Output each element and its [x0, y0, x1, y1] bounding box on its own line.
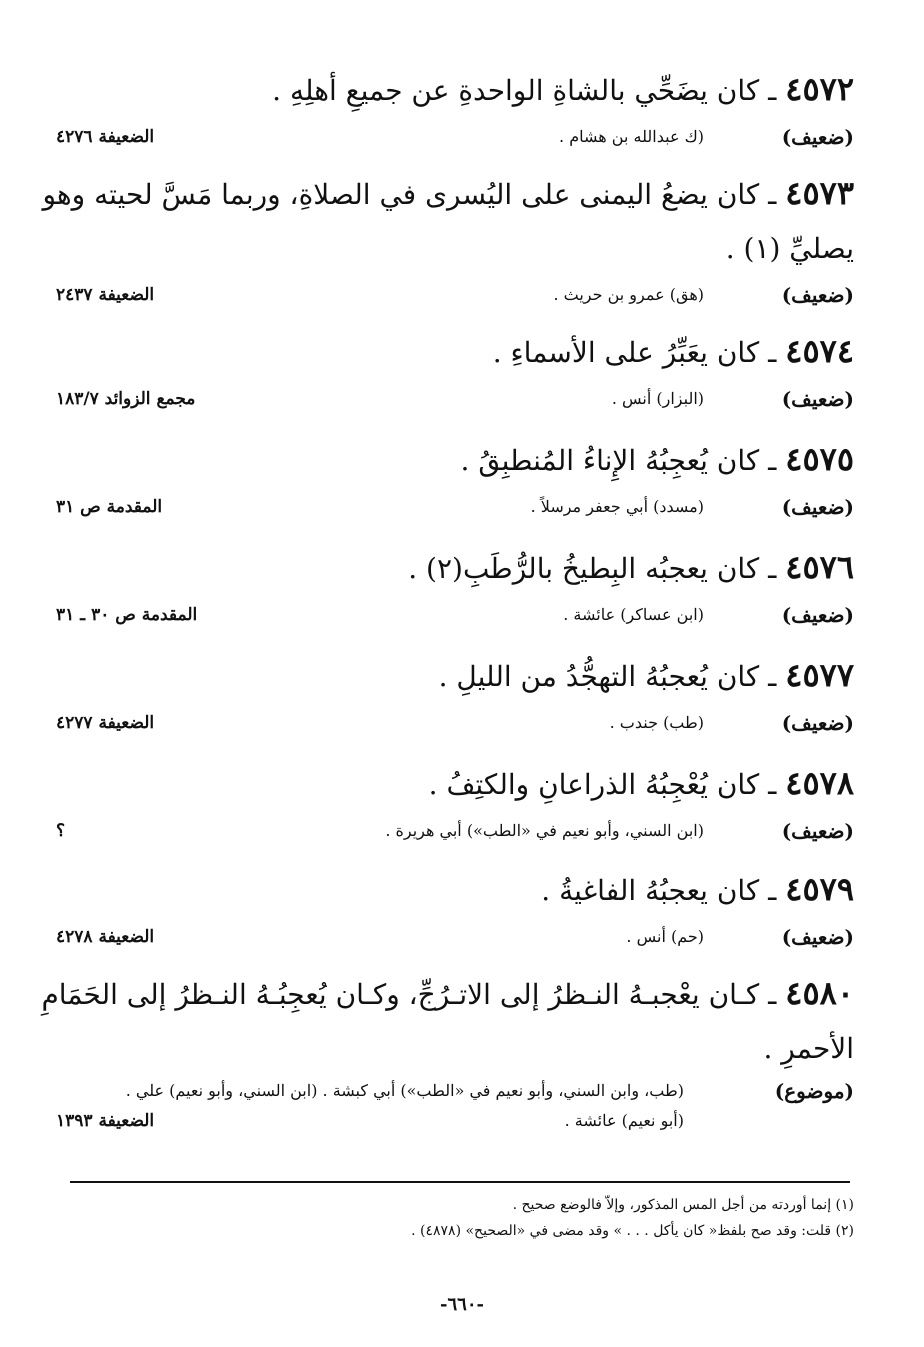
- hadith-text: ـ كان يضَحِّي بالشاةِ الواحدةِ عن جميعِ أهلِهِ .: [272, 74, 777, 107]
- hadith-text: ـ كان يعَبِّرُ على الأسماءِ .: [492, 336, 777, 369]
- hadith-number: ٤٥٧٢: [785, 70, 854, 108]
- hadith-heading: [40, 540, 854, 596]
- hadith-text: ـ كان يُعجبُهُ التهجُّدُ من الليلِ .: [438, 660, 777, 693]
- source-line: [40, 380, 854, 418]
- reference-text: الضعيفة ٤٢٧٨: [56, 927, 155, 947]
- hadith-number: ٤٥٧٨: [785, 764, 854, 802]
- hadith-entry: [40, 540, 854, 634]
- hadith-heading: [40, 966, 854, 1076]
- hadith-heading: [40, 166, 854, 276]
- page-number: -٦٦٠-: [440, 1294, 484, 1315]
- grade-label: (ضعيف): [781, 711, 854, 735]
- hadith-heading: [40, 648, 854, 704]
- reference-text: الضعيفة ١٣٩٣: [56, 1111, 155, 1131]
- hadith-entry: [40, 648, 854, 742]
- source-line: [40, 704, 854, 742]
- hadith-heading: [40, 862, 854, 918]
- hadith-entry: [40, 966, 854, 1146]
- hadith-number: ٤٥٧٦: [785, 548, 854, 586]
- source-line: [40, 918, 854, 956]
- hadith-text: ـ كان يُعْجِبُهُ الذراعانِ والكتِفُ .: [428, 768, 777, 801]
- narrator-text: (ك عبدالله بن هشام .: [559, 127, 704, 146]
- grade-label: (ضعيف): [781, 387, 854, 411]
- hadith-number: ٤٥٨٠: [785, 974, 854, 1012]
- narrator-text: (ابن السني، وأبو نعيم في «الطب») أبي هريرة .: [385, 821, 704, 840]
- source-line: [40, 596, 854, 634]
- hadith-text: ـ كان يعجبُه البِطيخُ بالرُّطَبِ(٢) .: [408, 552, 777, 585]
- hadith-number: ٤٥٧٥: [785, 440, 854, 478]
- reference-text: المقدمة ص ٣١: [56, 497, 163, 517]
- narrator-text: (مسدد) أبي جعفر مرسلاً .: [530, 497, 704, 516]
- hadith-text: ـ كان يضعُ اليمنى على اليُسرى في الصلاةِ، وربما مَسَّ لحيته وهو يصليِّ (١) .: [42, 178, 854, 265]
- narrator-text: (البزار) أنس .: [611, 389, 704, 408]
- source-line: [40, 1076, 854, 1146]
- grade-label: (ضعيف): [781, 925, 854, 949]
- hadith-entry: [40, 166, 854, 314]
- hadith-entry: [40, 756, 854, 850]
- hadith-entry: [40, 862, 854, 956]
- hadith-number: ٤٥٧٧: [785, 656, 854, 694]
- footnote-divider: [70, 1181, 850, 1183]
- reference-text: الضعيفة ٤٢٧٦: [56, 127, 155, 147]
- hadith-number: ٤٥٧٩: [785, 870, 854, 908]
- reference-text: المقدمة ص ٣٠ ـ ٣١: [56, 605, 198, 625]
- reference-text: ؟: [56, 821, 66, 841]
- footnotes: [70, 1192, 854, 1244]
- grade-label: (ضعيف): [781, 125, 854, 149]
- hadith-heading: [40, 432, 854, 488]
- hadith-text: ـ كـان يعْجبـهُ النـظرُ إلى الاتـرُجِّ، وكـان يُعجِبُـهُ النـظرُ إلى الحَمَامِ الأحمرِ .: [41, 978, 854, 1065]
- grade-label: (ضعيف): [781, 283, 854, 307]
- hadith-entry: [40, 62, 854, 156]
- hadith-heading: [40, 62, 854, 118]
- grade-label: (موضوع): [774, 1079, 854, 1103]
- source-line: [40, 276, 854, 314]
- hadith-heading: [40, 324, 854, 380]
- footnote: (٢) قلت: وقد صح بلفظ« كان يأكل . . . » وقد مضى في «الصحيح» (٤٨٧٨) .: [411, 1223, 854, 1239]
- footnote: (١) إنما أوردته من أجل المس المذكور، وإلاّ فالوضع صحيح .: [512, 1197, 854, 1213]
- grade-label: (ضعيف): [781, 495, 854, 519]
- grade-label: (ضعيف): [781, 603, 854, 627]
- grade-label: (ضعيف): [781, 819, 854, 843]
- source-line: [40, 488, 854, 526]
- narrator-text: (طب، وابن السني، وأبو نعيم في «الطب») أبي كبشة . (ابن السني، وأبو نعيم) علي . (أبو نعيم) عائشة .: [125, 1081, 684, 1130]
- source-line: [40, 812, 854, 850]
- narrator-text: (هق) عمرو بن حريث .: [553, 285, 704, 304]
- narrator-text: (ابن عساكر) عائشة .: [563, 605, 704, 624]
- hadith-number: ٤٥٧٣: [785, 174, 854, 212]
- reference-text: الضعيفة ٤٢٧٧: [56, 713, 155, 733]
- hadith-heading: [40, 756, 854, 812]
- narrator-text: (حم) أنس .: [626, 927, 704, 946]
- hadith-text: ـ كان يعجبُهُ الفاغيةُ .: [541, 874, 777, 907]
- reference-text: مجمع الزوائد ١٨٣/٧: [56, 389, 196, 409]
- hadith-number: ٤٥٧٤: [785, 332, 854, 370]
- reference-text: الضعيفة ٢٤٣٧: [56, 285, 155, 305]
- hadith-entry: [40, 432, 854, 526]
- narrator-text: (طب) جندب .: [609, 713, 704, 732]
- hadith-text: ـ كان يُعجِبُهُ الإِناءُ المُنطبِقُ .: [460, 444, 777, 477]
- source-line: [40, 118, 854, 156]
- hadith-entry: [40, 324, 854, 418]
